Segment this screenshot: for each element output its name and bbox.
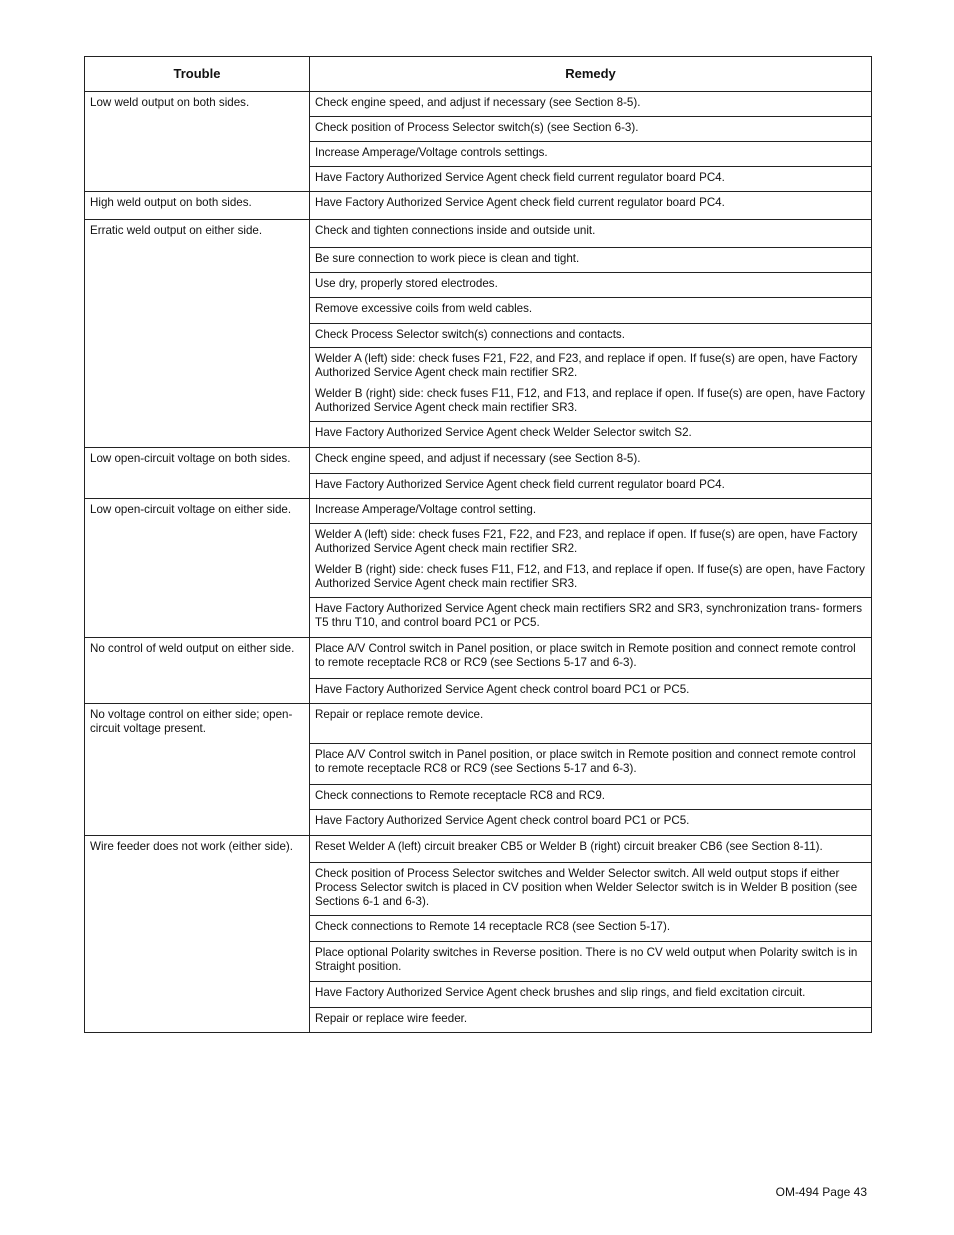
remedy-cell [310, 273, 872, 298]
remedy-text: Have Factory Authorized Service Agent check field current regulator board PC4. [315, 171, 725, 184]
remedy-text: Increase Amperage/Voltage controls settings. [315, 146, 548, 159]
table-row [85, 638, 872, 679]
table-row [85, 92, 872, 117]
trouble-cell: No control of weld output on either side. [85, 638, 310, 704]
remedy-text: Have Factory Authorized Service Agent check field current regulator board PC4. [315, 196, 725, 209]
remedy-text: Welder B (right) side: check fuses F11, F12, and F13, and replace if open. If fuse(s) are open, have Factory Authorized Service Agent check main rectifier SR3. [315, 563, 865, 590]
remedy-cell [310, 1008, 872, 1033]
remedy-column-header: Remedy [310, 57, 872, 92]
remedy-text: Check connections to Remote 14 receptacle RC8 (see Section 5-17). [315, 920, 671, 933]
table-header-row [85, 57, 872, 92]
remedy-cell [310, 324, 872, 348]
remedy-cell [310, 598, 872, 638]
remedy-cell [310, 142, 872, 167]
remedy-text: Place optional Polarity switches in Reverse position. There is no CV weld output when Polarity switch is in Straight position. [315, 946, 858, 973]
remedy-cell [310, 744, 872, 785]
remedy-cell [310, 982, 872, 1008]
troubleshooting-table [84, 56, 872, 1033]
remedy-cell [310, 810, 872, 836]
remedy-cell [310, 638, 872, 679]
remedy-cell [310, 836, 872, 863]
trouble-column-header: Trouble [85, 57, 310, 92]
trouble-cell: Erratic weld output on either side. [85, 220, 310, 448]
remedy-cell [310, 524, 872, 598]
remedy-text: Check Process Selector switch(s) connections and contacts. [315, 328, 625, 341]
remedy-text: Have Factory Authorized Service Agent check brushes and slip rings, and field excitation circuit. [315, 986, 806, 999]
remedy-text: Use dry, properly stored electrodes. [315, 277, 498, 290]
remedy-text: Welder A (left) side: check fuses F21, F22, and F23, and replace if open. If fuse(s) are open, have Factory Authorized Service Agent check main rectifier SR2. [315, 528, 858, 555]
remedy-text: Check position of Process Selector switches and Welder Selector switch. All weld output stops if either Process Selector switch is placed in CV position when Welder Selector switch is in Welder B position (see Sections 6-1 and 6-3). [315, 867, 858, 908]
table-row [85, 192, 872, 220]
remedy-cell [310, 348, 872, 422]
remedy-text: Welder A (left) side: check fuses F21, F22, and F23, and replace if open. If fuse(s) are open, have Factory Authorized Service Agent check main rectifier SR2. [315, 352, 858, 379]
table-row [85, 836, 872, 863]
remedy-cell [310, 785, 872, 810]
remedy-cell [310, 192, 872, 220]
trouble-cell: Wire feeder does not work (either side). [85, 836, 310, 1033]
remedy-cell [310, 704, 872, 744]
remedy-text: Have Factory Authorized Service Agent check control board PC1 or PC5. [315, 683, 690, 696]
table-row [85, 448, 872, 474]
remedy-text: Remove excessive coils from weld cables. [315, 302, 533, 315]
remedy-text: Have Factory Authorized Service Agent check Welder Selector switch S2. [315, 426, 692, 439]
remedy-text: Check engine speed, and adjust if necessary (see Section 8-5). [315, 96, 641, 109]
remedy-cell [310, 117, 872, 142]
remedy-cell [310, 167, 872, 192]
remedy-cell [310, 679, 872, 704]
remedy-text: Check engine speed, and adjust if necessary (see Section 8-5). [315, 452, 641, 465]
trouble-cell: Low open-circuit voltage on either side. [85, 499, 310, 638]
table-row [85, 704, 872, 744]
remedy-text: Have Factory Authorized Service Agent check control board PC1 or PC5. [315, 814, 690, 827]
remedy-cell [310, 916, 872, 942]
remedy-cell [310, 298, 872, 324]
remedy-text: Increase Amperage/Voltage control setting. [315, 503, 537, 516]
remedy-cell [310, 942, 872, 982]
trouble-cell: No voltage control on either side; open- circuit voltage present. [85, 704, 310, 836]
table-body [85, 92, 872, 1033]
remedy-text: Be sure connection to work piece is clean and tight. [315, 252, 580, 265]
remedy-text: Have Factory Authorized Service Agent check field current regulator board PC4. [315, 478, 725, 491]
remedy-cell [310, 92, 872, 117]
remedy-text: Reset Welder A (left) circuit breaker CB5 or Welder B (right) circuit breaker CB6 (see Section 8-11). [315, 840, 823, 853]
trouble-cell: High weld output on both sides. [85, 192, 310, 220]
remedy-cell [310, 220, 872, 248]
remedy-text: Check connections to Remote receptacle RC8 and RC9. [315, 789, 605, 802]
remedy-text: Check position of Process Selector switch(s) (see Section 6-3). [315, 121, 639, 134]
remedy-cell [310, 499, 872, 524]
table-row [85, 220, 872, 248]
remedy-text: Have Factory Authorized Service Agent check main rectifiers SR2 and SR3, synchronization trans- formers T5 thru T10, and control board PC1 or PC5. [315, 602, 863, 629]
remedy-text: Repair or replace remote device. [315, 708, 484, 721]
remedy-cell [310, 448, 872, 474]
remedy-cell [310, 474, 872, 499]
remedy-text: Repair or replace wire feeder. [315, 1012, 468, 1025]
remedy-text: Place A/V Control switch in Panel position, or place switch in Remote position and connect remote control to remote receptacle RC8 or RC9 (see Sections 5-17 and 6-3). [315, 642, 856, 669]
table-row [85, 499, 872, 524]
remedy-text: Check and tighten connections inside and outside unit. [315, 224, 596, 237]
remedy-cell [310, 863, 872, 916]
trouble-cell: Low weld output on both sides. [85, 92, 310, 192]
remedy-text: Place A/V Control switch in Panel position, or place switch in Remote position and connect remote control to remote receptacle RC8 or RC9 (see Sections 5-17 and 6-3). [315, 748, 856, 775]
remedy-text: Welder B (right) side: check fuses F11, F12, and F13, and replace if open. If fuse(s) are open, have Factory Authorized Service Agent check main rectifier SR3. [315, 387, 865, 414]
trouble-cell: Low open-circuit voltage on both sides. [85, 448, 310, 499]
page-number: OM-494 Page 43 [775, 1185, 867, 1199]
remedy-cell [310, 422, 872, 448]
remedy-cell [310, 248, 872, 273]
